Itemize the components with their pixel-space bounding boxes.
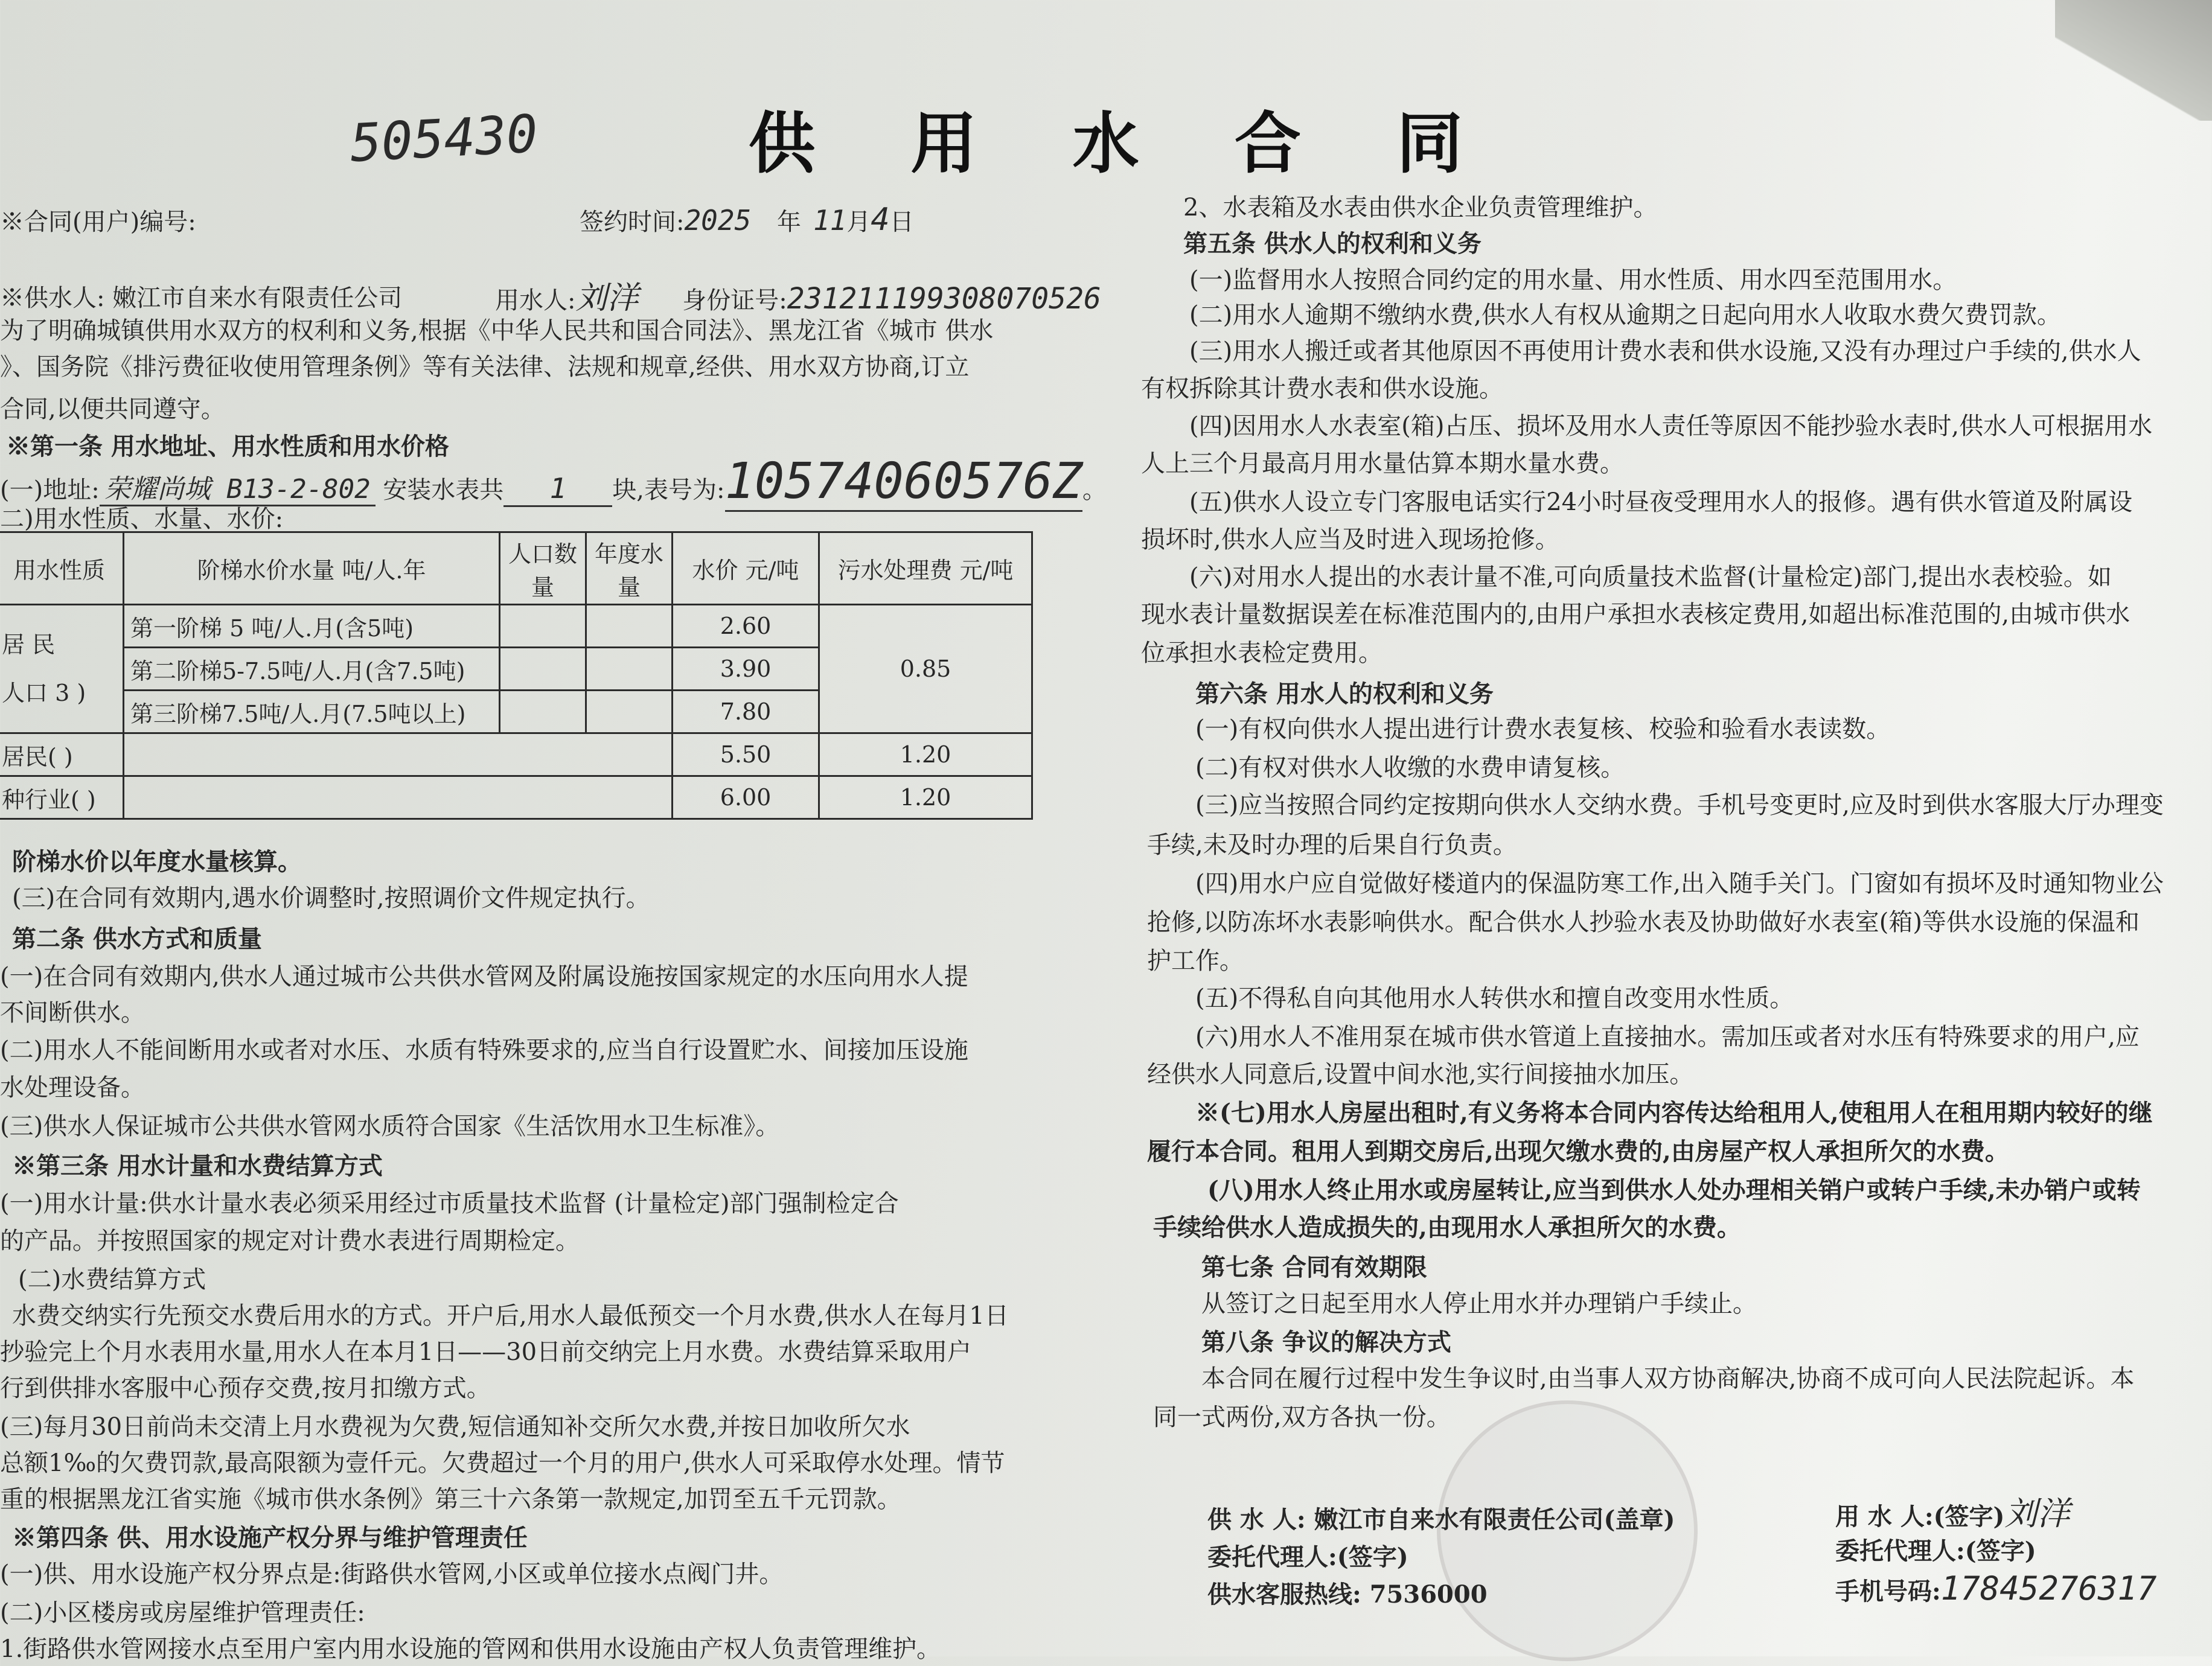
sig-user-handwritten: 刘洋 [2004, 1495, 2070, 1533]
art4-item1: (一)供、用水设施产权分界点是:街路供水管网,小区或单位接水点阀门井。 [0, 1560, 784, 1588]
sig-phone-value: 17845276317 [1940, 1569, 2157, 1607]
art5-item2: (二)用水人逾期不缴纳水费,供水人有权从逾期之日起向用水人收取水费欠费罚款。 [1189, 301, 2061, 329]
art6-item2: (二)有权对供水人收缴的水费申请复核。 [1195, 754, 1625, 782]
tier-annual [586, 605, 673, 648]
sig-user-label: 用 水 人:(签字) [1835, 1502, 2005, 1531]
sig-hotline-value: 7536000 [1369, 1580, 1488, 1609]
meter-number: 10574060576Z [725, 453, 1082, 512]
art6-item4a: (四)用水户应自觉做好楼道内的保温防寒工作,出入随手关门。门窗如有损坏及时通知物业公 [1195, 870, 2164, 898]
tier-price: 7.80 [673, 691, 819, 733]
meter-label: 安装水表共 [383, 476, 504, 504]
tier-label: 第三阶梯7.5吨/人.月(7.5吨以上) [124, 691, 500, 733]
art8-item1a: 本合同在履行过程中发生争议时,由当事人双方协商解决,协商不成可向人民法院起诉。本 [1201, 1365, 2135, 1393]
article4-heading: ※第四条 供、用水设施产权分界与维护管理责任 [12, 1524, 528, 1552]
year-char: 年 [776, 208, 801, 236]
art8-item1b: 同一式两份,双方各执一份。 [1153, 1403, 1451, 1431]
art6-item1: (一)有权向供水人提出进行计费水表复核、校验和验看水表读数。 [1195, 715, 1891, 743]
intro-line-3: 合同,以便共同遵守。 [0, 395, 225, 423]
art7-item1: 从签订之日起至用水人停止用水并办理销户手续止。 [1201, 1290, 1757, 1318]
article6-heading: 第六条 用水人的权利和义务 [1195, 680, 1494, 708]
art3-item2a: 水费交纳实行先预交水费后用水的方式。开户后,用水人最低预交一个月水费,供水人在每月1日 [12, 1302, 1009, 1330]
art6-item4b: 抢修,以防冻坏水表影响供水。配合供水人抄验水表及协助做好水表室(箱)等供水设施的保温和 [1147, 908, 2140, 936]
art5-item6b: 现水表计量数据误差在标准范围内的,由用户承担水表核定费用,如超出标准范围的,由城市供水 [1141, 601, 2130, 628]
r-item2: 2、水表箱及水表由供水企业负责管理维护。 [1183, 194, 1658, 222]
col-header-price: 水价 元/吨 [673, 532, 819, 605]
art6-item8a: (八)用水人终止用水或房屋转让,应当到供水人处办理相关销户或转户手续,未办销户或转 [1207, 1176, 2141, 1204]
art6-item6b: 经供水人同意后,设置中间水池,实行间接抽水加压。 [1147, 1061, 1694, 1088]
tier-label: 第二阶梯5-7.5吨/人.月(含7.5吨) [124, 648, 500, 691]
art3-item3a: (三)每月30日前尚未交清上月水费视为欠费,短信通知补交所欠水费,并按日加收所欠水 [0, 1413, 910, 1441]
sig-hotline-label: 供水客服热线: [1207, 1580, 1361, 1609]
sig-user-agent-label: 委托代理人:(签字) [1835, 1537, 2036, 1565]
id-label: 身份证号: [682, 287, 787, 314]
intro-line-1: 为了明确城镇供用水双方的权利和义务,根据《中华人民共和国合同法》、黑龙江省《城市 供水 [0, 317, 994, 345]
handwritten-contract-number: 505430 [348, 103, 540, 174]
address-row [0, 453, 1107, 510]
article5-heading: 第五条 供水人的权利和义务 [1183, 229, 1482, 258]
art5-item1: (一)监督用水人按照合同约定的用水量、用水性质、用水四至范围用水。 [1189, 266, 1957, 294]
other-label: 种行业( ) [0, 776, 124, 819]
art5-item4a: (四)因用水人水表室(箱)占压、损坏及用水人责任等原因不能抄验水表时,供水人可根据用水 [1189, 412, 2153, 440]
page-title: 供 用 水 合 同 [749, 105, 1500, 182]
other-price: 5.50 [673, 733, 819, 776]
meter-count: 1 [503, 471, 612, 507]
tier-annual [586, 648, 673, 691]
page-fold-shadow [2055, 0, 2212, 121]
other-sewage: 1.20 [819, 733, 1032, 776]
col-header-nature: 用水性质 [0, 532, 124, 605]
article3-heading: ※第三条 用水计量和水费结算方式 [12, 1152, 383, 1180]
user-name-handwritten: 刘洋 [575, 280, 639, 316]
art6-item7a: ※(七)用水人房屋出租时,有义务将本合同内容传达给租用人,使租用人在租用期内较好的继 [1195, 1099, 2153, 1127]
art2-item3: (三)供水人保证城市公共供水管网水质符合国家《生活饮用水卫生标准》。 [0, 1112, 780, 1140]
tier-population [500, 648, 586, 691]
tier-population [500, 691, 586, 733]
sig-agent-label: 委托代理人:(签字) [1207, 1543, 1408, 1571]
sig-phone [1835, 1569, 2157, 1609]
sig-supplier-value: 嫩江市自来水有限责任公司(盖章) [1314, 1505, 1675, 1534]
meter-end: 。 [1082, 476, 1107, 504]
art6-item3a: (三)应当按照合同约定按期向供水人交纳水费。手机号变更时,应及时到供水客服大厅办理变 [1195, 791, 2164, 819]
art2-item2a: (二)用水人不能间断用水或者对水压、水质有特殊要求的,应当自行设置贮水、间接加压设施 [0, 1036, 968, 1064]
address-value: 荣耀尚城 B13-2-802 [100, 474, 376, 506]
art6-item4c: 护工作。 [1147, 947, 1244, 975]
resident-sewage: 0.85 [819, 605, 1032, 733]
other-sewage: 1.20 [819, 776, 1032, 819]
art6-item3b: 手续,未及时办理的后果自行负责。 [1147, 831, 1517, 859]
tier-population [500, 605, 586, 648]
user-row [495, 281, 1101, 318]
art2-item1b: 不间断供水。 [0, 999, 145, 1027]
supplier-name: 嫩江市自来水有限责任公司 [112, 284, 403, 312]
address-label: (一)地址: [0, 476, 100, 504]
sig-supplier-label: 供 水 人: [1207, 1505, 1306, 1534]
article2-heading: 第二条 供水方式和质量 [12, 925, 262, 953]
art4-item2a: 1.街路供水管网接水点至用户室内用水设施的管网和供用水设施由产权人负责管理维护。 [0, 1635, 941, 1663]
art3-item2b: 抄验完上个月水表用水量,用水人在本月1日——30日前交纳完上月水费。水费结算采取用户 [0, 1338, 972, 1366]
table-row [0, 776, 1032, 819]
user-label: 用水人: [495, 287, 576, 314]
table-header-row [0, 532, 1032, 605]
table-row [0, 605, 1032, 648]
other-blank [124, 733, 673, 776]
art2-item2b: 水处理设备。 [0, 1074, 145, 1102]
art2-item1a: (一)在合同有效期内,供水人通过城市公共供水管网及附属设施按国家规定的水压向用水人提 [0, 963, 968, 991]
sign-day: 4 [871, 202, 890, 238]
col-header-population: 人口数量 [500, 532, 586, 605]
resident-label-bottom: 人口 3 ) [2, 680, 86, 706]
day-char: 日 [889, 208, 914, 236]
art3-item1a: (一)用水计量:供水计量水表必须采用经过市质量技术监督 (计量检定)部门强制检定合 [0, 1190, 899, 1218]
art5-item3b: 有权拆除其计费水表和供水设施。 [1141, 375, 1503, 403]
month-char: 月 [846, 208, 871, 236]
sig-user [1835, 1497, 2070, 1534]
user-number-label: ※合同(用户)编号: [0, 208, 196, 236]
art6-item5: (五)不得私自向其他用水人转供水和擅自改变用水性质。 [1195, 985, 1794, 1012]
tier-note: 阶梯水价以年度水量核算。 [12, 847, 302, 876]
tier-price: 2.60 [673, 605, 819, 648]
article1-heading: ※第一条 用水地址、用水性质和用水价格 [6, 432, 449, 461]
art5-item6a: (六)对用水人提出的水表计量不准,可向质量技术监督(计量检定)部门,提出水表校验。如 [1189, 563, 2112, 591]
art5-item5a: (五)供水人设立专门客服电话实行24小时昼夜受理用水人的报修。遇有供水管道及附属设 [1189, 488, 2133, 516]
art3-item3b: 总额1‰的欠费罚款,最高限额为壹仟元。欠费超过一个月的用户,供水人可采取停水处理。情节 [0, 1449, 1005, 1477]
tier-price: 3.90 [673, 648, 819, 691]
other-price: 6.00 [673, 776, 819, 819]
id-number: 231211199308070526 [787, 282, 1101, 316]
meter-unit: 块,表号为: [612, 476, 725, 504]
art3-item3c: 重的根据黑龙江省实施《城市供水条例》第三十六条第一款规定,加罚至五千元罚款。 [0, 1486, 901, 1513]
tier-label: 第一阶梯 5 吨/人.月(含5吨) [124, 605, 500, 648]
art6-item7b: 履行本合同。租用人到期交房后,出现欠缴水费的,由房屋产权人承担所欠的水费。 [1147, 1137, 2009, 1166]
art5-item5b: 损坏时,供水人应当及时进入现场抢修。 [1141, 526, 1559, 554]
supplier-row [0, 281, 402, 315]
article8-heading: 第八条 争议的解决方式 [1201, 1328, 1451, 1356]
sign-month: 11 [813, 204, 847, 237]
resident-label-top: 居 民 [2, 631, 56, 658]
sign-date-label: 签约时间: [580, 208, 685, 236]
tier-annual [586, 691, 673, 733]
art1-item3: (三)在合同有效期内,遇水价调整时,按照调价文件规定执行。 [12, 884, 650, 912]
art5-item4b: 人上三个月最高月用水量估算本期水量水费。 [1141, 450, 1624, 477]
art4-item2: (二)小区楼房或房屋维护管理责任: [0, 1599, 365, 1627]
sign-year: 2025 [684, 204, 752, 237]
article1-sub2: 二)用水性质、水量、水价: [0, 505, 284, 533]
other-label: 居民( ) [0, 733, 124, 776]
sig-supplier [1207, 1503, 1675, 1537]
art3-item2: (二)水费结算方式 [18, 1266, 206, 1294]
other-blank [124, 776, 673, 819]
resident-cell [0, 605, 124, 733]
col-header-annual: 年度水量 [586, 532, 673, 605]
col-header-tier: 阶梯水价水量 吨/人.年 [124, 532, 500, 605]
art5-item3a: (三)用水人搬迁或者其他原因不再使用计费水表和供水设施,又没有办理过户手续的,供水人 [1189, 337, 2141, 365]
intro-line-2: 》、国务院《排污费征收使用管理条例》等有关法律、法规和规章,经供、用水双方协商,订立 [0, 353, 970, 381]
table-row [0, 733, 1032, 776]
art6-item6a: (六)用水人不准用泵在城市供水管道上直接抽水。需加压或者对水压有特殊要求的用户,应 [1195, 1023, 2140, 1051]
sign-date [580, 203, 914, 239]
sig-hotline [1207, 1578, 1488, 1612]
col-header-sewage: 污水处理费 元/吨 [819, 532, 1032, 605]
art3-item1b: 的产品。并按照国家的规定对计费水表进行周期检定。 [0, 1227, 580, 1255]
water-price-table [0, 531, 1033, 820]
art3-item2c: 行到供排水客服中心预存交费,按月扣缴方式。 [0, 1374, 491, 1402]
art6-item8b: 手续给供水人造成损失的,由现用水人承担所欠的水费。 [1153, 1213, 1741, 1242]
supplier-label: ※供水人: [0, 284, 105, 312]
art5-item6c: 位承担水表检定费用。 [1141, 639, 1382, 667]
sig-phone-label: 手机号码: [1835, 1577, 1941, 1606]
article7-heading: 第七条 合同有效期限 [1201, 1253, 1427, 1281]
